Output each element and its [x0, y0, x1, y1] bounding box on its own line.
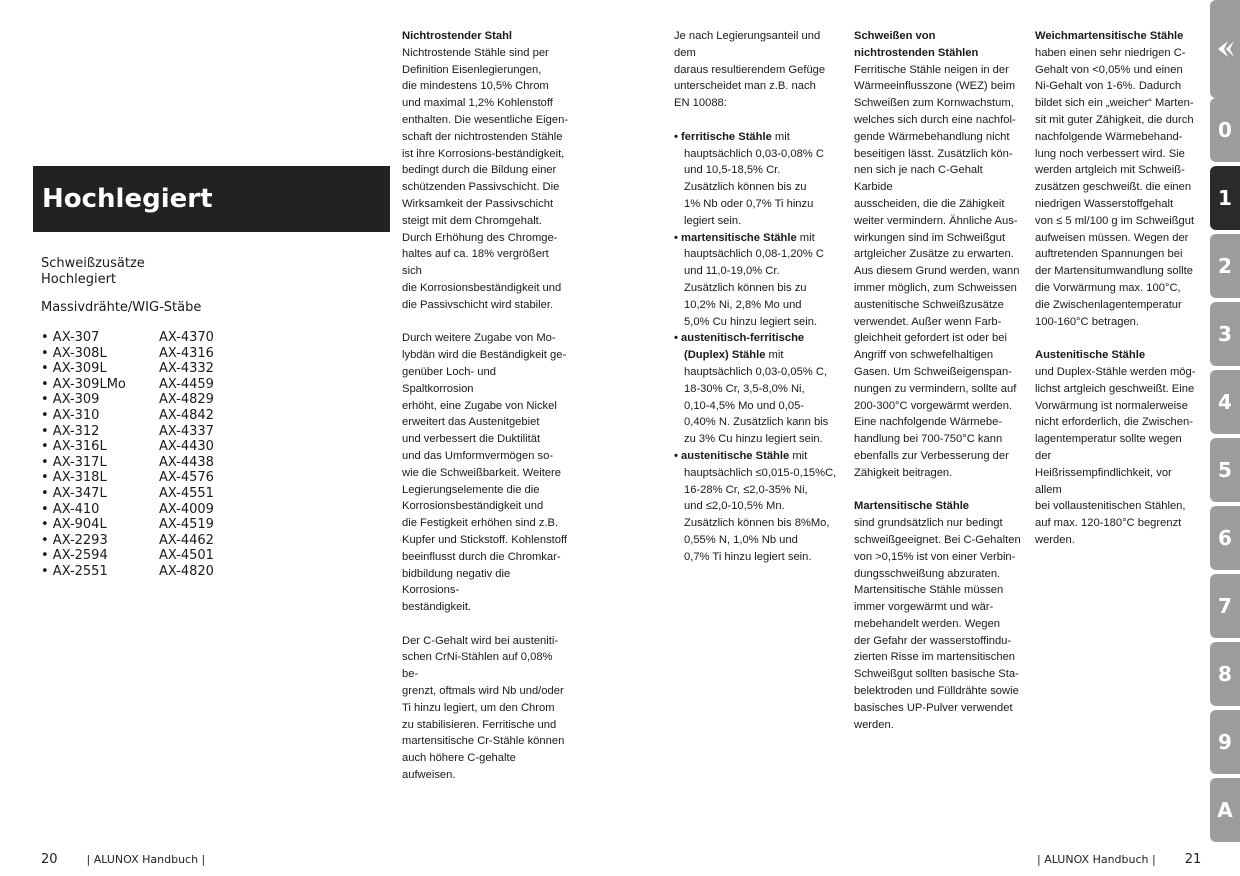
alloy-row [41, 548, 214, 564]
text-line: nachfolgende Wärmebehand- [1035, 130, 1183, 143]
alunox-logo-icon [1214, 38, 1236, 60]
alloy-number: AX-4337 [159, 423, 214, 439]
spacer [854, 482, 1022, 499]
spacer [402, 314, 570, 331]
alloy-name: • AX-310 [41, 407, 100, 423]
text-line: sit mit guter Zähigkeit, die durch [1035, 113, 1194, 126]
alloy-name: • AX-318L [41, 470, 107, 486]
text-line: austenitische Schweißzusätze [854, 298, 1004, 311]
text-line: bedingt durch die Bildung einer [402, 164, 557, 177]
text-line: Heißrissempfindlichkeit, vor allem [1035, 466, 1172, 496]
text-line: sind grundsätzlich nur bedingt [854, 517, 1003, 530]
text-line: haltes auf ca. 18% vergrößert sich [402, 248, 549, 278]
alloy-row [41, 346, 214, 362]
alloy-number: AX-4430 [159, 439, 214, 455]
text-line: Martensitische Stähle müssen [854, 584, 1004, 597]
alloy-number: AX-4551 [159, 485, 214, 501]
alloy-name: • AX-309L [41, 361, 107, 377]
alloy-number: AX-4370 [159, 330, 214, 345]
alloy-name: • AX-2293 [41, 532, 108, 548]
text-line: und verbessert die Duktilität [402, 433, 541, 446]
text-line: beseitigen lässt. Zusätzlich kön- [854, 147, 1013, 160]
text-line: immer vorgewärmt und wär- [854, 601, 994, 614]
column-2 [674, 28, 838, 566]
alloy-name: • AX-347L [41, 485, 107, 501]
text-line: martensitische Cr-Stähle können [402, 735, 565, 748]
bullet-title: (Duplex) Stähle [684, 349, 766, 362]
text-line: basisches UP-Pulver verwendet [854, 701, 1013, 714]
chapter-tab-1[interactable]: 1 [1210, 166, 1240, 230]
alloy-name: • AX-309LMo [41, 376, 126, 392]
alloy-name: • AX-312 [41, 423, 100, 439]
text-line: der Gefahr der wasserstoffindu- [854, 634, 1012, 647]
alloy-number: AX-4459 [159, 376, 214, 392]
text-line: Kupfer und Stickstoff. Kohlenstoff [402, 533, 568, 546]
spacer [674, 112, 838, 129]
text-line: schützenden Passivschicht. Die [402, 181, 560, 194]
alloy-number: AX-4316 [159, 345, 214, 361]
text-line: auftretenden Spannungen bei [1035, 248, 1183, 261]
bullet-suffix: mit [796, 231, 815, 244]
text-line: niedrigen Wasserstoffgehalt [1035, 197, 1174, 210]
text-line: und maximal 1,2% Kohlenstoff [402, 97, 553, 110]
text-line: bildet sich ein „weicher“ Marten- [1035, 97, 1194, 110]
text-line: werden artgleich mit Schweiß- [1035, 164, 1185, 177]
alloy-list [41, 330, 214, 580]
text-line: 18-30% Cr, 3,5-8,0% Ni, [684, 382, 805, 395]
text-line: der Martensitumwandlung sollte [1035, 265, 1193, 278]
text-line: 1% Nb oder 0,7% Ti hinzu [684, 197, 814, 210]
text-line: aufweisen müssen. Wegen der [1035, 231, 1189, 244]
text-line: Korrosionsbeständigkeit und [402, 500, 544, 513]
bullet-title-line [674, 448, 838, 465]
text-line: 0,7% Ti hinzu legiert sein. [684, 550, 812, 563]
text-line: erhöht, eine Zugabe von Nickel [402, 399, 557, 412]
page-number-left: 20 [41, 852, 58, 867]
chapter-tab-A[interactable]: A [1210, 778, 1240, 842]
chapter-tab-3[interactable]: 3 [1210, 302, 1240, 366]
text-line: legiert sein. [684, 214, 742, 227]
text-line: belektroden und Fülldrähte sowie [854, 685, 1019, 698]
text-line: und ≤2,0-10,5% Mn. [684, 500, 785, 513]
text-line: die Passivschicht wird stabiler. [402, 298, 554, 311]
text-line: zierten Risse im martensitischen [854, 651, 1016, 664]
text-line: enthalten. Die wesentliche Eigen- [402, 113, 569, 126]
text-line: und das Umformvermögen so- [402, 449, 554, 462]
column-1 [402, 28, 570, 784]
text-line: Wärmeeinflusszone (WEZ) beim [854, 80, 1016, 93]
alloy-name: • AX-410 [41, 501, 100, 517]
text-line: von >0,15% ist von einer Verbin- [854, 550, 1016, 563]
alloy-number: AX-4829 [159, 392, 214, 408]
heading: Schweißen von [854, 30, 936, 42]
text-line: Schweißgut sollten basische Sta- [854, 668, 1019, 681]
bullet-title-line [674, 129, 838, 146]
alloy-row [41, 424, 214, 440]
heading: Austenitische Stähle [1035, 349, 1146, 362]
subtitle-line: Hochlegiert [41, 272, 117, 287]
text-line: Ni-Gehalt von 1-6%. Dadurch [1035, 80, 1182, 93]
alloy-number: AX-4438 [159, 454, 214, 470]
heading: Weichmartensitische Stähle [1035, 30, 1184, 42]
text-line: steigt mit dem Chromgehalt. [402, 214, 542, 227]
alloy-row [41, 486, 214, 502]
alloy-row [41, 330, 214, 346]
text-line: die Zwischenlagentemperatur [1035, 298, 1182, 311]
alloy-row [41, 377, 214, 393]
text-line: gleichheit gefordert ist oder bei [854, 332, 1007, 345]
text-line: Nichtrostende Stähle sind per [402, 46, 549, 59]
text-line: 0,10-4,5% Mo und 0,05- [684, 399, 805, 412]
text-line: wirkungen sind im Schweißgut [854, 231, 1006, 244]
bullet-title: • martensitische Stähle [674, 231, 797, 244]
text-line: lybdän wird die Beständigkeit ge- [402, 349, 567, 362]
alloy-row [41, 455, 214, 471]
text-line: hauptsächlich 0,03-0,08% C [684, 147, 824, 160]
text-line: werden. [854, 718, 894, 731]
text-line: lagentemperatur sollte wegen der [1035, 433, 1182, 462]
text-line: immer möglich, zum Schweissen [854, 281, 1017, 294]
text-line: EN 10088: [674, 97, 727, 110]
text-line: Ti hinzu legiert, um den Chrom [402, 701, 555, 714]
text-line: Definition Eisenlegierungen, [402, 63, 542, 76]
text-line: Eine nachfolgende Wärmebe- [854, 416, 1003, 429]
text-line: zu stabilisieren. Ferritische und [402, 718, 557, 731]
text-line: und 11,0-19,0% Cr. [684, 265, 780, 278]
text-line: verwendet. Außer wenn Farb- [854, 315, 1002, 328]
bullet-title: • ferritische Stähle [674, 130, 772, 143]
alloy-name: • AX-309 [41, 392, 100, 408]
text-line: Gehalt von <0,05% und einen [1035, 63, 1183, 76]
alloy-row [41, 408, 214, 424]
text-line: haben einen sehr niedrigen C- [1035, 46, 1186, 59]
bullet-title: • austenitische Stähle [674, 449, 790, 462]
footer-brand-left: | ALUNOX Handbuch | [86, 853, 206, 866]
text-line: dungsschweißung abzuraten. [854, 567, 1001, 580]
alloy-row [41, 533, 214, 549]
text-line: hauptsächlich ≤0,015-0,15%C, [684, 466, 837, 479]
alloy-row [41, 361, 214, 377]
text-line: auch höhere C-gehalte aufweisen. [402, 752, 516, 782]
chapter-tab-5[interactable]: 5 [1210, 438, 1240, 502]
bullet-suffix: mit [771, 130, 790, 143]
text-line: hauptsächlich 0,03-0,05% C, [684, 365, 828, 378]
alloy-name: • AX-904L [41, 517, 107, 533]
bullet-title-line [674, 347, 838, 364]
alloy-number: AX-4576 [159, 470, 214, 486]
text-line: Zusätzlich können bis zu [684, 281, 807, 294]
text-line: Zusätzlich können bis zu [684, 181, 807, 194]
text-line: Durch Erhöhung des Chromge- [402, 231, 558, 244]
text-line: welches sich durch eine nachfol- [854, 113, 1016, 126]
section-title: Hochlegiert [42, 184, 213, 214]
alloy-row [41, 564, 214, 580]
chapter-tab-8[interactable]: 8 [1210, 642, 1240, 706]
text-line: 100-160°C betragen. [1035, 315, 1139, 328]
text-line: Je nach Legierungsanteil und dem [674, 30, 821, 59]
bullet-title-line [674, 230, 838, 247]
text-line: mebehandelt werden. Wegen [854, 617, 1000, 630]
text-line: 10,2% Ni, 2,8% Mo und [684, 298, 802, 311]
left-subtitle [41, 256, 145, 288]
text-line: Angriff von schwefelhaltigen [854, 349, 994, 362]
text-line: daraus resultierendem Gefüge [674, 63, 826, 76]
text-line: beeinflusst durch die Chromkar- [402, 550, 561, 563]
heading: nichtrostenden Stählen [854, 46, 979, 59]
spacer [402, 616, 570, 633]
text-line: bidbildung negativ die Korrosions- [402, 567, 511, 597]
text-line: artgleicher Zusätze zu erwarten. [854, 248, 1014, 261]
alloy-row [41, 517, 214, 533]
text-line: schen CrNi-Stählen auf 0,08% be- [402, 651, 553, 681]
chapter-tab-2[interactable]: 2 [1210, 234, 1240, 298]
text-line: zusätzen geschweißt. die einen [1035, 181, 1192, 194]
alloy-name: • AX-308L [41, 345, 107, 361]
column-4 [1035, 28, 1199, 549]
alloy-name: • AX-316L [41, 439, 107, 455]
text-line: Aus diesem Grund werden, wann [854, 265, 1020, 278]
heading: Nichtrostender Stahl [402, 30, 513, 42]
chapter-tab-7[interactable]: 7 [1210, 574, 1240, 638]
alloy-name: • AX-307 [41, 330, 100, 345]
chapter-tab-6[interactable]: 6 [1210, 506, 1240, 570]
text-line: und 10,5-18,5% Cr. [684, 164, 781, 177]
text-line: und Duplex-Stähle werden mög- [1035, 365, 1196, 378]
text-line: Durch weitere Zugabe von Mo- [402, 332, 556, 345]
footer-brand-right: | ALUNOX Handbuch | [1037, 853, 1156, 866]
logo-tab [1210, 0, 1240, 98]
alloy-number: AX-4009 [159, 501, 214, 517]
text-line: gende Wärmebehandlung nicht [854, 130, 1010, 143]
text-line: nungen zu vermindern, sollte auf [854, 382, 1017, 395]
text-line: Wirksamkeit der Passivschicht [402, 197, 554, 210]
text-line: 16-28% Cr, ≤2,0-35% Ni, [684, 483, 808, 496]
chapter-tab-0[interactable]: 0 [1210, 98, 1240, 162]
bullet-title-line [674, 330, 838, 347]
text-line: Gasen. Um Schweißeigenspan- [854, 365, 1012, 378]
text-line: lung noch verbessert wird. Sie [1035, 147, 1185, 160]
alloy-name: • AX-317L [41, 454, 107, 470]
text-line: Zusätzlich können bis 8%Mo, [684, 517, 830, 530]
footer-left [41, 852, 205, 867]
alloy-row [41, 502, 214, 518]
text-line: schweißgeeignet. Bei C-Gehalten [854, 533, 1021, 546]
text-line: Zähigkeit beitragen. [854, 466, 953, 479]
bullet-title: • austenitisch-ferritische [674, 332, 805, 345]
column-3 [854, 28, 1022, 733]
alloy-row [41, 392, 214, 408]
text-line: ist ihre Korrosions-beständigkeit, [402, 147, 565, 160]
alloy-number: AX-4820 [159, 563, 214, 579]
text-line: ebenfalls zur Verbesserung der [854, 449, 1009, 462]
alloy-number: AX-4332 [159, 361, 214, 377]
text-line: schaft der nichtrostenden Stähle [402, 130, 563, 143]
alloy-number: AX-4462 [159, 532, 214, 548]
alloy-number: AX-4519 [159, 517, 214, 533]
section-title-banner [33, 166, 390, 232]
text-line: grenzt, oftmals wird Nb und/oder [402, 685, 564, 698]
text-line: die Korrosionsbeständigkeit und [402, 281, 562, 294]
subtitle-line: Schweißzusätze [41, 256, 145, 271]
text-line: ausscheiden, die die Zähigkeit [854, 197, 1005, 210]
text-line: hauptsächlich 0,08-1,20% C [684, 248, 824, 261]
text-line: nen sich je nach C-Gehalt Karbide [854, 164, 983, 194]
spacer [1035, 330, 1199, 347]
text-line: die Vorwärmung max. 100°C, [1035, 281, 1181, 294]
chapter-tab-9[interactable]: 9 [1210, 710, 1240, 774]
text-line: genüber Loch- und Spaltkorrosion [402, 365, 496, 395]
text-line: werden. [1035, 533, 1075, 546]
alloy-row [41, 439, 214, 455]
text-line: nicht erforderlich, die Zwischen- [1035, 416, 1193, 429]
bullet-suffix: mit [789, 449, 808, 462]
text-line: beständigkeit. [402, 601, 472, 614]
alloy-name: • AX-2551 [41, 563, 108, 579]
text-line: Vorwärmung ist normalerweise [1035, 399, 1188, 412]
text-line: handlung bei 700-750°C kann [854, 433, 1003, 446]
text-line: lichst artgleich geschweißt. Eine [1035, 382, 1195, 395]
text-line: weiter vermindern. Ähnliche Aus- [854, 214, 1018, 227]
text-line: bei vollaustenitischen Stählen, [1035, 500, 1186, 513]
text-line: 200-300°C vorgewärmt werden. [854, 399, 1013, 412]
text-line: Legierungselemente die die [402, 483, 540, 496]
page-number-right: 21 [1184, 852, 1202, 867]
text-line: unterscheidet man z.B. nach [674, 80, 816, 93]
text-line: zu 3% Cu hinzu legiert sein. [684, 433, 823, 446]
alloy-number: AX-4501 [159, 548, 214, 564]
text-line: wie die Schweißbarkeit. Weitere [402, 466, 561, 479]
text-line: von ≤ 5 ml/100 g im Schweißgut [1035, 214, 1195, 227]
chapter-tab-4[interactable]: 4 [1210, 370, 1240, 434]
text-line: auf max. 120-180°C begrenzt [1035, 517, 1182, 530]
text-line: die mindestens 10,5% Chrom [402, 80, 549, 93]
heading: Martensitische Stähle [854, 500, 970, 513]
text-line: erweitert das Austenitgebiet [402, 416, 540, 429]
text-line: Ferritische Stähle neigen in der [854, 63, 1009, 76]
text-line: 5,0% Cu hinzu legiert sein. [684, 315, 818, 328]
text-line: die Festigkeit erhöhen sind z.B. [402, 517, 559, 530]
alloy-row [41, 470, 214, 486]
footer-right [1037, 852, 1201, 867]
alloy-name: • AX-2594 [41, 548, 108, 564]
text-line: 0,55% N, 1,0% Nb und [684, 533, 798, 546]
bullet-suffix: mit [765, 349, 784, 362]
text-line: 0,40% N. Zusätzlich kann bis [684, 416, 829, 429]
alloy-number: AX-4842 [159, 407, 214, 423]
text-line: Der C-Gehalt wird bei austeniti- [402, 634, 559, 647]
product-type: Massivdrähte/WIG-Stäbe [41, 300, 202, 315]
text-line: Schweißen zum Kornwachstum, [854, 97, 1014, 110]
